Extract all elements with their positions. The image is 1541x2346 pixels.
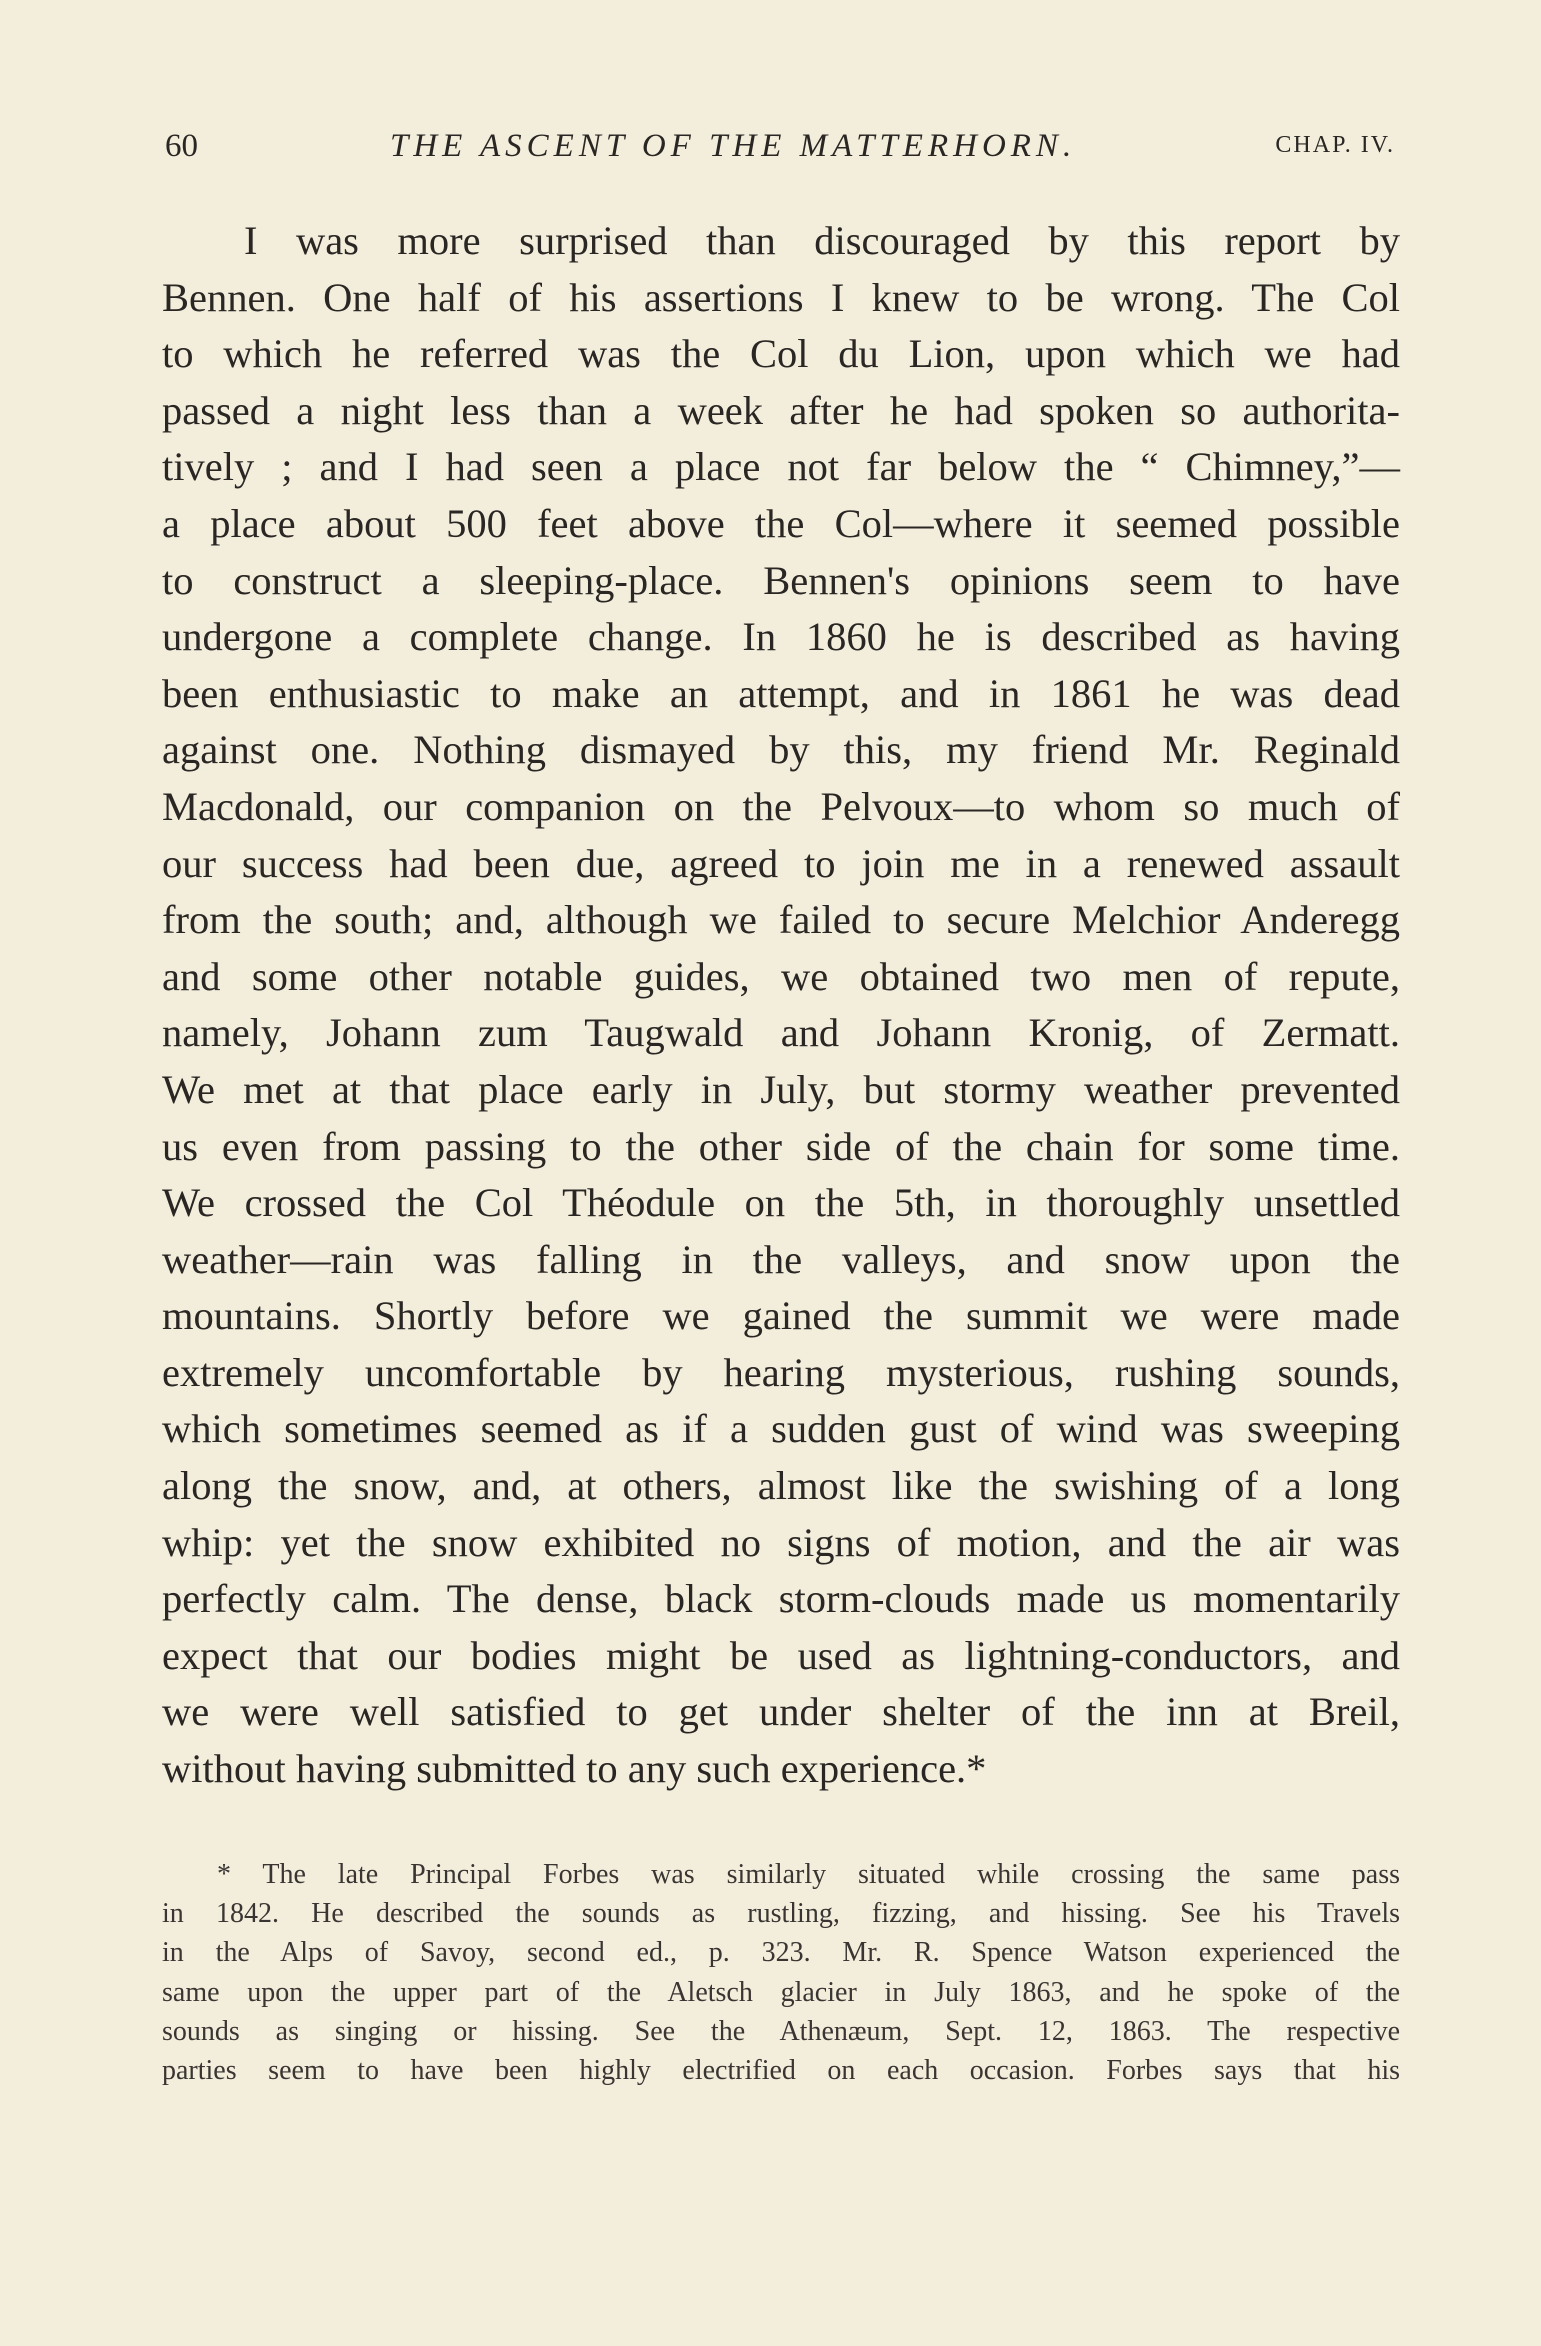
chapter-label: CHAP. IV. (1275, 132, 1395, 158)
body-line: perfectly calm. The dense, black storm-clouds made us momentarily (162, 1576, 1400, 1622)
body-line: expect that our bodies might be used as lightning-conductors, and (162, 1632, 1400, 1678)
body-line: weather—rain was falling in the valleys, and snow upon the (162, 1236, 1400, 1282)
body-line: us even from passing to the other side of the chain for some time. (162, 1123, 1400, 1169)
book-title: THE ASCENT OF THE MATTERHORN. (390, 128, 1077, 164)
body-line: Macdonald, our companion on the Pelvoux—to whom so much of (162, 783, 1400, 829)
body-line: tively ; and I had seen a place not far below the “ Chimney,”— (162, 444, 1400, 490)
body-line: extremely uncomfortable by hearing mysterious, rushing sounds, (162, 1349, 1400, 1395)
footnote-line: same upon the upper part of the Aletsch glacier in July 1863, and he spoke of the (162, 1976, 1400, 2008)
page-number: 60 (165, 128, 198, 164)
body-line: undergone a complete change. In 1860 he is described as having (162, 614, 1400, 660)
body-line: a place about 500 feet above the Col—where it seemed possible (162, 500, 1400, 546)
body-line: against one. Nothing dismayed by this, my friend Mr. Reginald (162, 727, 1400, 773)
footnote-line: in the Alps of Savoy, second ed., p. 323. Mr. R. Spence Watson experienced the (162, 1937, 1400, 1969)
body-line: mountains. Shortly before we gained the summit we were made (162, 1293, 1400, 1339)
body-line: and some other notable guides, we obtained two men of repute, (162, 953, 1400, 999)
body-line: our success had been due, agreed to join me in a renewed assault (162, 840, 1400, 886)
running-head (165, 128, 1395, 178)
body-line: to construct a sleeping-place. Bennen's opinions seem to have (162, 557, 1400, 603)
body-line: whip: yet the snow exhibited no signs of motion, and the air was (162, 1519, 1400, 1565)
footnote-line: sounds as singing or hissing. See the Athenæum, Sept. 12, 1863. The respective (162, 2015, 1400, 2047)
body-line: we were well satisfied to get under shelter of the inn at Breil, (162, 1689, 1400, 1735)
body-line: We crossed the Col Théodule on the 5th, in thoroughly unsettled (162, 1180, 1400, 1226)
footnote-line: in 1842. He described the sounds as rustling, fizzing, and hissing. See his Travels (162, 1898, 1400, 1930)
body-line: been enthusiastic to make an attempt, and in 1861 he was dead (162, 670, 1400, 716)
body-line: namely, Johann zum Taugwald and Johann Kronig, of Zermatt. (162, 1010, 1400, 1056)
body-line: from the south; and, although we failed to secure Melchior Anderegg (162, 897, 1400, 943)
body-line: without having submitted to any such experience.* (162, 1746, 987, 1792)
footnote-line: parties seem to have been highly electrified on each occasion. Forbes says that his (162, 2054, 1400, 2086)
body-text (162, 213, 1400, 1798)
body-line: Bennen. One half of his assertions I knew to be wrong. The Col (162, 274, 1400, 320)
body-line: which sometimes seemed as if a sudden gust of wind was sweeping (162, 1406, 1400, 1452)
footnote (162, 1855, 1400, 2090)
body-line: along the snow, and, at others, almost like the swishing of a long (162, 1463, 1400, 1509)
footnote-line: * The late Principal Forbes was similarly situated while crossing the same pass (217, 1859, 1400, 1890)
body-line: to which he referred was the Col du Lion, upon which we had (162, 331, 1400, 377)
body-line: We met at that place early in July, but stormy weather prevented (162, 1066, 1400, 1112)
body-line: I was more surprised than discouraged by this report by (244, 218, 1400, 263)
body-line: passed a night less than a week after he had spoken so authorita- (162, 387, 1400, 433)
